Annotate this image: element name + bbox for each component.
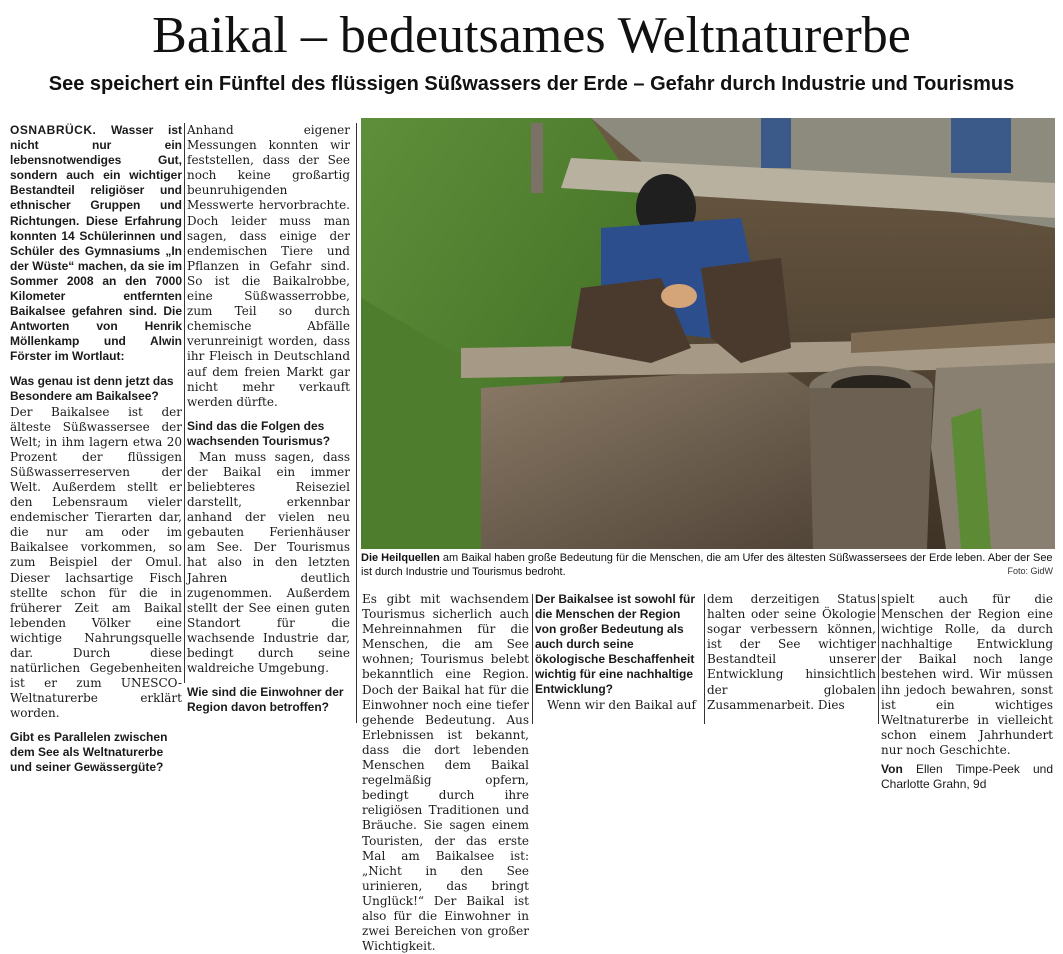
column-1 [10,123,182,775]
column-5 [707,592,876,727]
question-5: Der Baikalsee ist sowohl für die Menschen der Region von großer Bedeutung als auch durch seine ökologische Beschaffenheit wichtig für eine nachhaltige Entwicklung? [535,592,696,696]
subheadline: See speichert ein Fünftel des flüssigen Süßwassers der Erde – Gefahr durch Industrie und Tourismus [48,73,1015,95]
caption-bold: Die Heilquellen [361,552,440,564]
question-2: Gibt es Parallelen zwischen dem See als Weltnaturerbe und seiner Gewässergüte? [10,730,168,775]
answer-2-cont: Anhand eigener Messungen konnten wir feststellen, dass der See noch keine großartig beunruhigenden Messwerte hervorbrachte. Doch leider muss man sagen, dass einige der endemischen Tiere und Pflanzen in Gefahr sind. So ist die Baikalrobbe, eine Süßwasserrobbe, zum Teil so durch chemische Abfälle verunreinigt worden, dass ihr Fleisch in Deutschland auf dem freien Markt gar nicht mehr verkauft werden dürfte. [187,123,350,409]
question-4: Wie sind die Einwohner der Region davon betroffen? [187,685,344,715]
photo-caption [361,551,1055,579]
byline [881,762,1053,792]
dateline: OSNABRÜCK. [10,123,97,137]
question-3: Sind das die Folgen des wachsenden Tourismus? [187,418,331,448]
divider-column-1 [184,123,185,683]
column-6 [881,592,1053,792]
photo-image [361,118,1055,549]
byline-prefix: Von [881,762,903,777]
answer-3: Man muss sagen, dass der Baikal ein immer beliebteres Reiseziel darstellt, erkennbar anhand der vielen neu gebauten Ferienhäuser am See. Der Tourismus hat also in den letzten Jahren deutlich zugenommen. Außerdem stellt der See einen guten Standort für die wachsende Industrie dar, bedingt durch seine waldreiche Umgebung. [187,449,350,676]
byline-names: Ellen Timpe-Peek und Charlotte Grahn, 9d [881,762,1053,792]
photo-credit: Foto: GidW [1007,566,1053,576]
answer-5-cont: dem derzeitigen Status halten oder seine Ökologie sogar verbessern können, ist der See wichtiger Bestandteil unserer Entwicklung hinsichtlich der globalen Zusammenarbeit. Dies [707,592,876,712]
divider-column-2 [356,123,357,723]
column-2 [187,123,350,715]
lead-text: Wasser ist nicht nur ein lebensnotwendiges Gut, sondern auch ein wichtiger Bestandteil religiöser und ethnischer Gruppen und Richtungen. Diese Erfahrung konnten 14 Schülerinnen und Schüler des Gymnasiums „In der Wüste“ machen, da sie im Sommer 2008 an den 7000 Kilometer entfernten Baikalsee gefahren sind. Die Antworten von Henrik Möllenkamp und Alwin Förster im Wortlaut: [10,123,182,364]
column-4 [535,592,702,727]
caption-text: am Baikal haben große Bedeutung für die Menschen, die am Ufer des ältesten Süßwassersees der Erde leben. Aber der See ist durch Industrie und Tourismus bedroht. [361,552,1053,578]
divider-column-5 [878,594,879,724]
divider-column-3 [532,594,533,724]
answer-5-flow: Wenn wir den Baikal auf [547,698,696,712]
headline: Baikal – bedeutsames Weltnaturerbe [152,7,911,64]
photo-healing-springs [361,118,1055,549]
divider-column-4 [704,594,705,724]
answer-1: Der Baikalsee ist der älteste Süßwassersee der Welt; in ihm lagern etwa 20 Prozent der flüssigen Süßwasserreserven der Welt. Außerdem stellt er den Lebensraum vieler endemischer Tierarten dar, die nur am oder im Baikalsee vorkommen, so zum Beispiel der Omul. Dieser lachsartige Fisch stellte schon für die in früherer Zeit am Baikal lebenden Völker eine wichtige Nahrungsquelle dar. Durch diese natürlichen Gegebenheiten ist er zum UNESCO-Weltnaturerbe erklärt worden. [10,404,182,721]
answer-5-end: spielt auch für die Menschen der Region eine wichtige Rolle, da durch nachhaltige Entwicklung der Baikal noch lange bestehen wird. Wir müssen ihn jedoch bewahren, sonst ist ein wichtiges Weltnaturerbe in vielleicht schon einem Jahrhundert nur noch Geschichte. [881,592,1053,757]
lead-paragraph [10,123,182,365]
question-1: Was genau ist denn jetzt das Besondere am Baikalsee? [10,373,174,403]
answer-4-cont: Es gibt mit wachsendem Tourismus sicherlich auch Mehreinnahmen für die Menschen, die am See wohnen; Tourismus belebt bekanntlich eine Region. Doch der Baikal hat für die Einwohner noch eine tiefer gehende Bedeutung. Aus Erlebnissen ist bekannt, dass die dort lebenden Menschen dem Baikal regelmäßig opfern, bedingt durch ihre religiösen Traditionen und Bräuche. Sie sagen einem Touristen, der das erste Mal am Baikalsee ist: „Nicht in den See urinieren, das bringt Unglück!“ Der Baikal ist also für die Einwohner in zwei Bereichen von großer Wichtigkeit. [362,592,529,954]
column-3 [362,592,529,954]
